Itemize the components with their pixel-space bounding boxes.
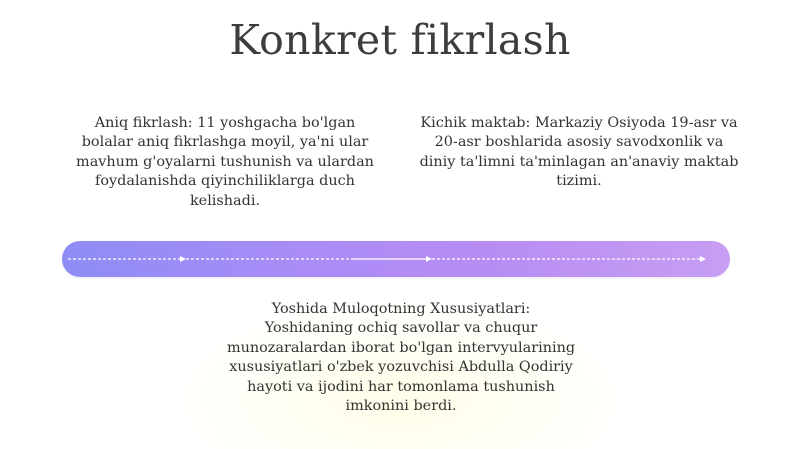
arrowhead-icon: [180, 256, 186, 262]
arrowhead-icon: [700, 256, 706, 262]
text-block-concrete-thinking: Aniq fikrlash: 11 yoshgacha bo'lgan bolalar aniq fikrlashga moyil, ya'ni ular mavhum g'oyalarni tushunish va ulardan foydalanishda qiyinchiliklarga duch kelishadi.: [76, 115, 374, 209]
timeline-bar: [62, 241, 730, 277]
timeline-arrows: [62, 241, 730, 277]
text-block-interview-features: Yoshida Muloqotning Xususiyatlari: Yoshidaning ochiq savollar va chuqur munozaralardan iborat bo'lgan intervyularining xususiyatlari o'zbek yozuvchisi Abdulla Qodiriy hayoti va ijodini har tomonlama tushunish imkonini berdi.: [226, 301, 576, 415]
arrowhead-icon: [426, 256, 432, 262]
slide-title: Konkret fikrlash: [229, 16, 571, 64]
text-block-primary-school: Kichik maktab: Markaziy Osiyoda 19-asr va 20-asr boshlarida asosiy savodxonlik va diniy ta'limni ta'minlagan an'anaviy maktab tizimi.: [419, 115, 739, 190]
